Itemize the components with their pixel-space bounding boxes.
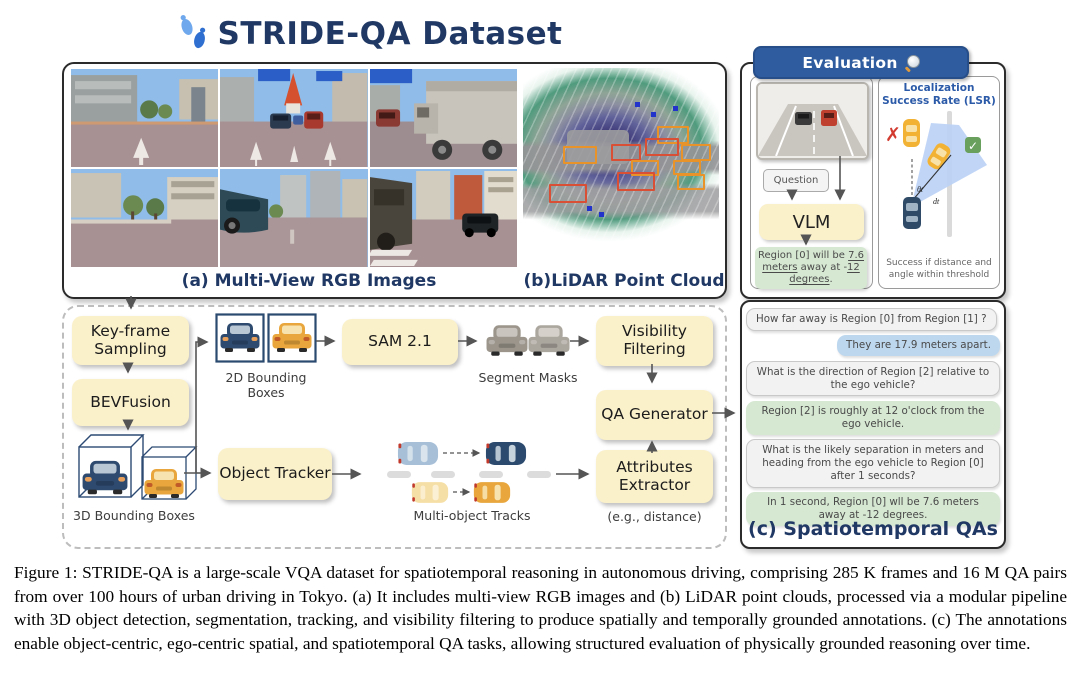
lidar-bbox bbox=[549, 184, 587, 203]
lidar-marker-dot bbox=[651, 112, 656, 117]
lidar-point-cloud bbox=[523, 68, 719, 270]
check-icon: ✓ bbox=[968, 139, 979, 153]
lidar-label: (b)LiDAR Point Cloud bbox=[523, 271, 725, 291]
street-scene-icon bbox=[220, 169, 367, 267]
answer-text: Region [0] will be bbox=[757, 250, 849, 261]
qa-answer-bubble: They are 17.9 meters apart. bbox=[837, 335, 1000, 356]
qa-generator-node: QA Generator bbox=[596, 390, 713, 440]
qa-question-bubble: What is the likely separation in meters and heading from the ego vehicle to Region [0] after 1 seconds? bbox=[746, 439, 1000, 488]
spatiotemporal-qa-panel bbox=[740, 300, 1006, 549]
failed-car-icon bbox=[903, 119, 920, 147]
camera-view-back-right bbox=[370, 169, 517, 267]
vlm-answer-node bbox=[755, 247, 867, 289]
magnifier-icon bbox=[905, 55, 920, 70]
figure-caption: Figure 1: STRIDE-QA is a large-scale VQA dataset for spatiotemporal reasoning in autonomous driving, comprising 285 K frames and 16 M QA pairs from over 100 hours of urban driving in Tokyo. (a) It includes multi-view RGB images and (b) LiDAR point clouds, processed via a modular pipeline with 3D object detection, segmentation, tracking, and visibility filtering to produce spatially and temporally grounded annotations. (c) The annotations enable object-centric, ego-centric spatial, and spatiotemporal QA tasks, allowing structured evaluation of physically grounded reasoning over time. bbox=[14, 563, 1067, 653]
answer-text: . bbox=[829, 273, 833, 285]
multi-object-tracks-icon bbox=[387, 439, 559, 507]
street-scene-icon bbox=[71, 69, 218, 167]
qa-answer-bubble: In 1 second, Region [0] wll be 7.6 meters away at -12 degrees. bbox=[746, 492, 1000, 526]
segment-masks-label: Segment Masks bbox=[478, 370, 578, 385]
bevfusion-node: BEVFusion bbox=[72, 379, 189, 426]
street-scene-icon bbox=[370, 69, 517, 167]
qa-question-bubble: How far away is Region [0] from Region [1] ? bbox=[746, 308, 997, 331]
camera-view-back bbox=[220, 169, 367, 267]
3d-bounding-boxes-icon bbox=[76, 431, 200, 507]
3d-bounding-boxes-label: 3D Bounding Boxes bbox=[73, 508, 195, 523]
answer-underline-angle: 12 degrees bbox=[789, 261, 860, 285]
answer-underline-distance: 7.6 meters bbox=[762, 250, 865, 273]
lidar-marker-dot bbox=[673, 106, 678, 111]
2d-bounding-boxes-icon bbox=[215, 313, 317, 365]
lidar-marker-dot bbox=[587, 206, 592, 211]
evaluation-header bbox=[753, 46, 969, 79]
dataset-title: STRIDE-QA Dataset bbox=[217, 16, 563, 52]
answer-text: away at - bbox=[797, 261, 848, 273]
qa-question-bubble: What is the direction of Region [2] relative to the ego vehicle? bbox=[746, 361, 1000, 397]
visibility-filtering-node: Visibility Filtering bbox=[596, 316, 713, 366]
camera-view-front bbox=[220, 69, 367, 167]
qa-bubble-list bbox=[746, 308, 1000, 526]
camera-view-front-left bbox=[71, 69, 218, 167]
spatiotemporal-qa-label: (c) Spatiotemporal QAs bbox=[748, 518, 998, 540]
lidar-bbox bbox=[611, 144, 641, 161]
lidar-marker-dot bbox=[599, 212, 604, 217]
segment-masks-icon bbox=[484, 317, 572, 361]
camera-grid bbox=[71, 69, 517, 267]
lidar-bbox bbox=[677, 174, 705, 190]
distance-label: dt bbox=[933, 197, 940, 206]
lidar-marker-dot bbox=[635, 102, 640, 107]
lidar-bbox bbox=[645, 138, 679, 156]
ego-car-icon bbox=[903, 197, 921, 229]
vlm-node: VLM bbox=[759, 204, 864, 240]
camera-view-back-left bbox=[71, 169, 218, 267]
x-mark-icon: ✗ bbox=[885, 124, 901, 146]
street-scene-icon bbox=[370, 169, 517, 267]
multi-object-tracks-label: Multi-object Tracks bbox=[413, 508, 531, 523]
lsr-subpanel bbox=[878, 76, 1000, 289]
2d-bounding-boxes-label: 2D Bounding Boxes bbox=[225, 370, 307, 400]
attributes-note: (e.g., distance) bbox=[607, 509, 702, 524]
road-scene-icon bbox=[758, 84, 867, 156]
question-node: Question bbox=[763, 169, 829, 192]
keyframe-sampling-node: Key-frame Sampling bbox=[72, 316, 189, 365]
lsr-title: Localization Success Rate (LSR) bbox=[882, 82, 996, 108]
street-scene-icon bbox=[71, 169, 218, 267]
lidar-bbox bbox=[673, 160, 701, 175]
lidar-bbox bbox=[617, 172, 655, 191]
vlm-flow-subpanel bbox=[750, 76, 873, 289]
sam-node: SAM 2.1 bbox=[342, 319, 458, 365]
lsr-caption: Success if distance and angle within threshold bbox=[886, 257, 992, 280]
multiview-label: (a) Multi-View RGB Images bbox=[181, 271, 437, 291]
street-scene-icon bbox=[220, 69, 367, 167]
footprints-logo-icon bbox=[178, 15, 208, 53]
attributes-extractor-node: Attributes Extractor bbox=[596, 450, 713, 503]
camera-view-front-right bbox=[370, 69, 517, 167]
lidar-bbox bbox=[563, 146, 597, 164]
pipeline-panel bbox=[62, 305, 727, 549]
evaluation-title: Evaluation bbox=[802, 53, 898, 72]
lidar-bbox bbox=[681, 144, 711, 161]
object-tracker-node: Object Tracker bbox=[218, 448, 332, 500]
qa-answer-bubble: Region [2] is roughly at 12 o'clock from the ego vehicle. bbox=[746, 401, 1000, 435]
multiview-lidar-panel bbox=[62, 62, 727, 299]
page-title bbox=[0, 10, 740, 58]
driving-scene-thumbnail bbox=[756, 82, 869, 160]
theta-angle-label: θt bbox=[917, 185, 924, 194]
lsr-diagram bbox=[881, 109, 997, 247]
